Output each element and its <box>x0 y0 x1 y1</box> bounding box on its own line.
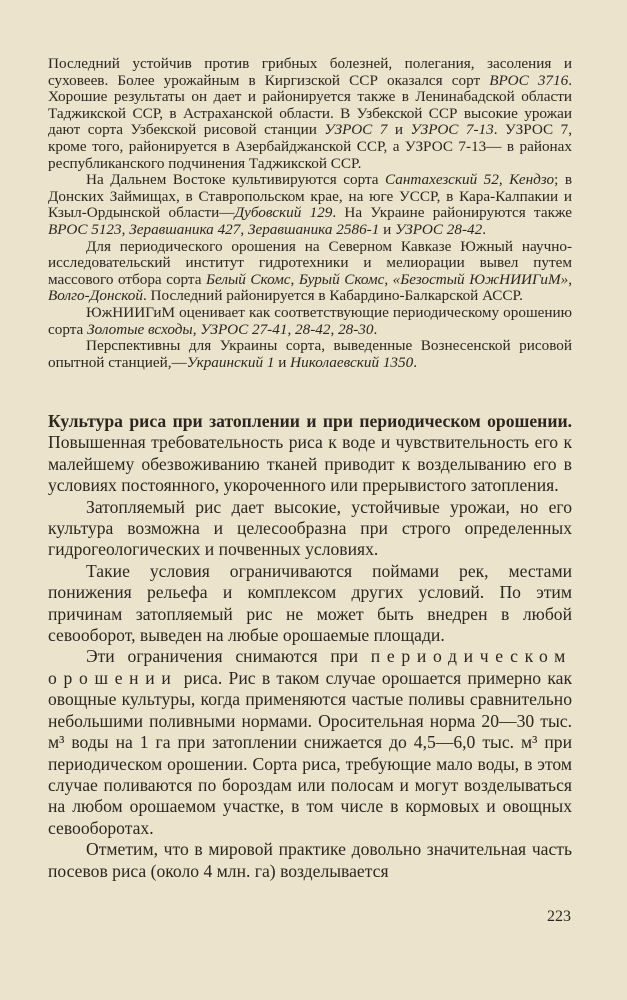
text-run: , <box>498 171 510 189</box>
small-paragraph <box>48 172 572 238</box>
main-paragraph <box>48 497 572 561</box>
variety-name: УЗРОС 27-41 <box>200 320 288 338</box>
text-run: . <box>373 320 378 338</box>
main-paragraph <box>48 411 572 497</box>
variety-name: Николаевский 1350 <box>290 353 414 371</box>
text-run: , <box>290 270 299 288</box>
variety-name: Бурый Скомс <box>298 270 385 288</box>
text-run: , <box>384 270 393 288</box>
text-run: ; в Донских Займищах, в Ставропольском крае, на юге УССР, в Кара-Калпакии и Кзыл-Ордынской области— <box>48 171 572 222</box>
text-run: . Последний районируется в Кабардино-Балкарской АССР. <box>142 287 523 305</box>
variety-name: Зеравшаника 427 <box>129 220 241 238</box>
page-number: 223 <box>547 908 571 925</box>
text-run: , <box>121 220 130 238</box>
text-run: Затопляемый рис дает высокие, устойчивые урожаи, но его культура возможна и целесообразна при строго определенных гидрогеологических и почвенных условиях. <box>48 496 572 560</box>
text-run: , <box>568 270 572 288</box>
text-run: . УЗРОС 7, кроме того, районируется в Азербайджанской ССР, а УЗРОС 7-13— в районах республиканского подчинения Таджикской ССР. <box>48 121 572 172</box>
main-text-block <box>48 411 572 882</box>
main-paragraph <box>48 646 572 839</box>
variety-name: Украинский 1 <box>186 353 275 371</box>
small-paragraph <box>48 239 572 305</box>
variety-name: ВРОС 5123 <box>48 220 122 238</box>
variety-name: 28-30 <box>338 320 374 338</box>
variety-name: Кендзо <box>509 171 555 189</box>
text-run: , <box>330 320 339 338</box>
variety-name: Зеравшаника 2586-1 <box>247 220 380 238</box>
small-paragraph <box>48 338 572 371</box>
variety-name: Волго-Донской <box>48 287 143 305</box>
text-run: . <box>482 220 487 238</box>
main-paragraph <box>48 839 572 882</box>
variety-name: УЗРОС 28-42 <box>395 220 483 238</box>
text-run: На Дальнем Востоке культивируются сорта <box>86 171 386 189</box>
variety-name: «Безостый ЮжНИИГиМ» <box>392 270 569 288</box>
text-run: периодическом орошении <box>48 646 572 688</box>
text-run: Повышенная требовательность риса к воде и чувствительность его к малейшему обезвоживанию тканей приводит к возделыванию его в условиях постоянного, укороченного или прерывистого затопления. <box>48 432 572 496</box>
text-run: риса. Рис в таком случае орошается примерно как овощные культуры, когда применяются частые поливы сравнительно небольшими поливными нормами. Оросительная норма 20—30 тыс. м³ воды на 1 га при затоплении снижается до 4,5—6,0 тыс. м³ при периодическом орошении. Сорта риса, требующие мало воды, в этом случае поливаются по бороздам или полосам и могут возделываться на любом орошаемом участке, в том числе в кормовых и овощных севооборотах. <box>48 667 572 838</box>
text-run: . <box>413 353 418 371</box>
text-run: , <box>240 220 248 238</box>
text-run: Для периодического орошения на Северном Кавказе Южный научно-исследовательский институт гидротехники и мелиорации вывел путем массового отбора сорта <box>48 237 572 288</box>
text-run: и <box>274 353 291 371</box>
section-heading: Культура риса при затоплении и при периодическом орошении. <box>48 411 572 431</box>
text-run: Такие условия ограничиваются поймами рек, местами понижения рельефа и комплексом других условий. По этим причинам затопляемый рис не может быть внедрен в любой севооборот, выведен на любые орошаемые площади. <box>48 560 572 646</box>
variety-name: ВРОС 3716 <box>489 71 569 89</box>
variety-name: Белый Скомс <box>206 270 291 288</box>
text-run: и <box>379 220 396 238</box>
variety-name: УЗРОС 7 <box>324 121 388 139</box>
text-run: Отметим, что в мировой практике довольно значительная часть посевов риса (около 4 млн. га) возделывается <box>48 839 572 881</box>
text-run: ЮжНИИГиМ оценивает как соответствующие периодическому орошению сорта <box>48 303 572 338</box>
text-run: , <box>192 320 201 338</box>
text-run: Последний устойчив против грибных болезней, полегания, засоления и суховеев. Более урожайным в Киргизской ССР оказался сорт <box>48 55 572 89</box>
small-paragraph <box>48 56 572 172</box>
variety-name: 28-42 <box>295 320 331 338</box>
text-run: . На Украине районируются также <box>332 204 572 222</box>
text-run: , <box>287 320 296 338</box>
main-paragraph <box>48 561 572 647</box>
variety-name: Золотые всходы <box>87 320 193 338</box>
small-paragraph <box>48 305 572 338</box>
small-print-block <box>48 56 572 371</box>
variety-name: Сантахезский 52 <box>385 171 499 189</box>
variety-name: УЗРОС 7-13 <box>410 121 494 139</box>
variety-name: Дубовский 129 <box>234 204 333 222</box>
text-run: и <box>387 121 411 139</box>
text-run: Перспективны для Украины сорта, выведенные Вознесенской рисовой опытной станцией,— <box>48 337 572 371</box>
text-run: . Хорошие результаты он дает и районируется также в Ленинабадской области Таджикской ССР, в Астраханской области. В Узбекской ССР высокие урожаи дают сорта Узбекской рисовой станции <box>48 71 573 139</box>
text-run: Эти ограничения снимаются при <box>86 646 371 667</box>
